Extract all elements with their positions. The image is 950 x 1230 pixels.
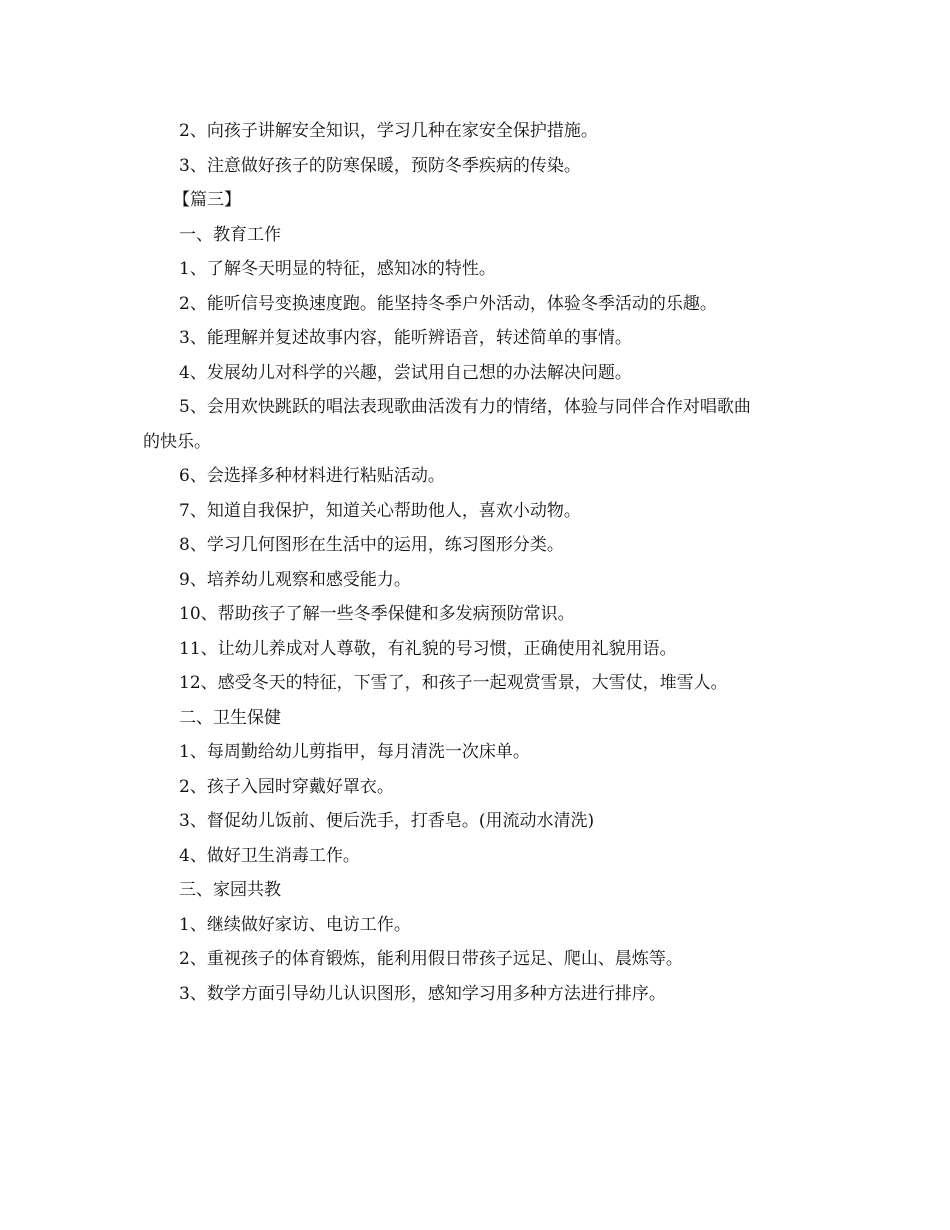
list-item: 11、让幼儿养成对人尊敬，有礼貌的号习惯，正确使用礼貌用语。 xyxy=(179,638,677,659)
list-item: 10、帮助孩子了解一些冬季保健和多发病预防常识。 xyxy=(179,604,575,624)
section-heading: 二、卫生保健 xyxy=(179,707,281,728)
section-heading: 三、家园共教 xyxy=(179,880,281,900)
list-item: 1、了解冬天明显的特征，感知冰的特性。 xyxy=(179,259,496,279)
list-item: 1、每周勤给幼儿剪指甲，每月清洗一次床单。 xyxy=(179,742,530,762)
list-item: 4、做好卫生消毒工作。 xyxy=(179,845,360,866)
section-heading: 【篇三】 xyxy=(173,190,241,210)
list-item: 4、发展幼儿对科学的兴趣，尝试用自己想的办法解决问题。 xyxy=(179,362,632,383)
list-item: 9、培养幼儿观察和感受能力。 xyxy=(179,569,411,590)
paragraph-continuation: 的快乐。 xyxy=(143,431,211,452)
list-item: 1、继续做好家访、电访工作。 xyxy=(179,914,411,935)
list-item: 3、督促幼儿饭前、便后洗手，打香皂。(用流动水清洗) xyxy=(179,811,595,831)
list-item: 3、能理解并复述故事内容，能听辨语音，转述简单的事情。 xyxy=(179,328,632,348)
list-item: 3、注意做好孩子的防寒保暖，预防冬季疾病的传染。 xyxy=(179,155,581,176)
list-item: 2、孩子入园时穿戴好罩衣。 xyxy=(179,776,394,797)
list-item: 3、数学方面引导幼儿认识图形，感知学习用多种方法进行排序。 xyxy=(179,983,666,1004)
list-item: 2、重视孩子的体育锻炼，能利用假日带孩子远足、爬山、晨炼等。 xyxy=(179,949,683,969)
list-item: 12、感受冬天的特征，下雪了，和孩子一起观赏雪景，大雪仗，堆雪人。 xyxy=(179,673,728,693)
list-item: 6、会选择多种材料进行粘贴活动。 xyxy=(179,466,445,486)
list-item: 7、知道自我保护，知道关心帮助他人，喜欢小动物。 xyxy=(179,500,581,521)
list-item: 2、向孩子讲解安全知识，学习几种在家安全保护措施。 xyxy=(179,121,598,141)
list-item: 2、能听信号变换速度跑。能坚持冬季户外活动，体验冬季活动的乐趣。 xyxy=(179,293,717,314)
paragraph-first-line: 5、会用欢快跳跃的唱法表现歌曲活泼有力的情绪，体验与同伴合作对唱歌曲 xyxy=(179,397,751,417)
document-body xyxy=(143,114,823,1011)
section-heading: 一、教育工作 xyxy=(179,224,281,245)
list-item: 8、学习几何图形在生活中的运用，练习图形分类。 xyxy=(179,535,564,555)
list-item-wrapped xyxy=(143,390,823,459)
